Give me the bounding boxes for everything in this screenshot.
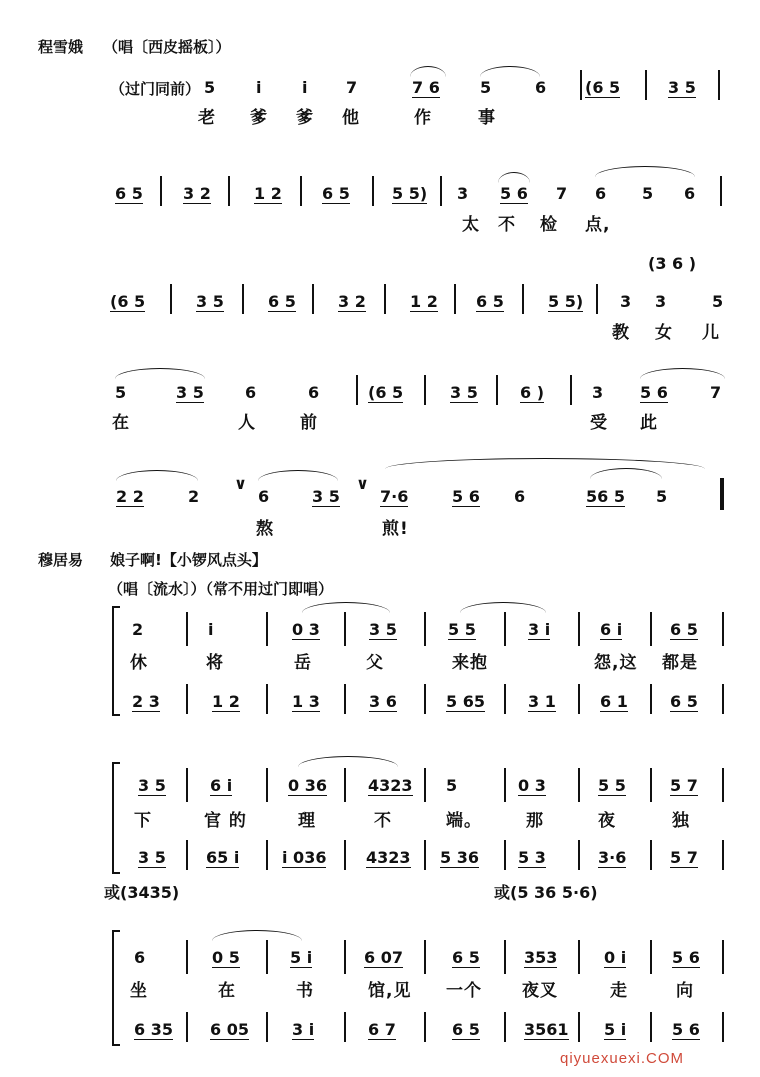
barline — [718, 70, 720, 100]
lyric: 休 — [130, 653, 148, 673]
lyric: 独 — [672, 811, 690, 831]
slur — [298, 756, 398, 767]
accompaniment-note: 3·6 — [598, 848, 627, 867]
note: i — [208, 620, 214, 639]
lyric: 他 — [342, 108, 360, 128]
note: i — [256, 78, 262, 97]
slur — [302, 602, 390, 613]
accompaniment-note: i 036 — [282, 848, 327, 867]
barline — [722, 612, 724, 646]
lyric: 此 — [640, 413, 658, 433]
note: 5 — [115, 383, 127, 402]
lyric: 教 — [612, 323, 630, 343]
lyric: 女 — [655, 323, 673, 343]
note: 3 i — [528, 620, 551, 639]
accompaniment-note: 3561 — [524, 1020, 569, 1039]
lyric: 父 — [366, 653, 384, 673]
barline — [266, 768, 268, 802]
barline — [650, 840, 652, 870]
barline — [454, 284, 456, 314]
barline — [170, 284, 172, 314]
lyric: 儿 — [702, 323, 720, 343]
barline — [300, 176, 302, 206]
barline — [504, 768, 506, 802]
note: 3 5 — [312, 487, 340, 506]
note: 5 — [656, 487, 668, 506]
slur — [116, 470, 198, 481]
slur — [480, 66, 540, 77]
note: 7 6 — [412, 78, 440, 97]
barline — [384, 284, 386, 314]
note: 5 — [204, 78, 216, 97]
barline — [578, 768, 580, 802]
barline — [720, 176, 722, 206]
lyric: 爹 — [296, 108, 314, 128]
slur — [498, 172, 530, 183]
system-bracket — [112, 606, 120, 716]
lyric: 馆,见 — [368, 981, 412, 1001]
accompaniment-note: 2 3 — [132, 692, 160, 711]
note: 3 2 — [338, 292, 366, 311]
lyric: 点, — [585, 215, 611, 235]
accompaniment-note: 5 65 — [446, 692, 485, 711]
note: 6 i — [210, 776, 233, 795]
lyric: 在 — [218, 981, 236, 1001]
barline — [344, 940, 346, 974]
lyric: 向 — [676, 981, 694, 1001]
note: 2 2 — [116, 487, 144, 506]
barline — [344, 684, 346, 714]
accompaniment-note: 3 6 — [369, 692, 397, 711]
barline — [312, 284, 314, 314]
barline — [424, 940, 426, 974]
accompaniment-note: 5 7 — [670, 848, 698, 867]
barline — [424, 375, 426, 405]
barline — [228, 176, 230, 206]
note: 7 — [710, 383, 722, 402]
lyric: 受 — [590, 413, 608, 433]
barline — [266, 940, 268, 974]
lyric: 一个 — [446, 981, 482, 1001]
slur — [385, 458, 705, 469]
intro-label: （过门同前） — [110, 80, 201, 98]
barline — [580, 70, 582, 100]
barline — [504, 1012, 506, 1042]
note: 2 — [132, 620, 144, 639]
note: 6 i — [600, 620, 623, 639]
barline — [424, 1012, 426, 1042]
role-name: 程雪娥 — [38, 38, 84, 56]
note: 1 2 — [254, 184, 282, 203]
lyric: 来抱 — [452, 653, 488, 673]
lyric: 岳 — [294, 653, 312, 673]
note: 5 — [642, 184, 654, 203]
lyric: 不 — [374, 811, 392, 831]
accompaniment-note: 6 35 — [134, 1020, 173, 1039]
note: 6 — [245, 383, 257, 402]
barline — [722, 940, 724, 974]
barline — [424, 840, 426, 870]
note: 5 5 — [448, 620, 476, 639]
barline — [344, 768, 346, 802]
barline — [160, 176, 162, 206]
lyric: 坐 — [130, 981, 148, 1001]
note: 7·6 — [380, 487, 409, 506]
note: 5 6 — [500, 184, 528, 203]
barline — [650, 684, 652, 714]
lyric: 太 — [462, 215, 480, 235]
barline — [424, 768, 426, 802]
aria-mode: （唱〔流水〕）（常不用过门即唱） — [108, 580, 334, 598]
note: 6 — [514, 487, 526, 506]
barline — [650, 940, 652, 974]
breath-mark: ∨ — [356, 474, 369, 493]
note: 3 — [592, 383, 604, 402]
note: 5 5) — [392, 184, 428, 203]
breath-mark: ∨ — [234, 474, 247, 493]
note: 5 7 — [670, 776, 698, 795]
note: (6 5 — [368, 383, 404, 402]
barline — [578, 1012, 580, 1042]
lyric: 事 — [478, 108, 496, 128]
barline — [496, 375, 498, 405]
barline — [722, 684, 724, 714]
barline — [440, 176, 442, 206]
note: 6 07 — [364, 948, 403, 967]
lyric: 走 — [610, 981, 628, 1001]
note: 7 — [556, 184, 568, 203]
lyric: 都是 — [662, 653, 698, 673]
barline — [578, 612, 580, 646]
note: 56 5 — [586, 487, 625, 506]
accompaniment-note: 3 1 — [528, 692, 556, 711]
barline — [266, 1012, 268, 1042]
note: 6 — [684, 184, 696, 203]
barline — [578, 684, 580, 714]
accompaniment-note: 6 5 — [670, 692, 698, 711]
barline — [372, 176, 374, 206]
alternative-note: 或(3435) — [104, 883, 180, 902]
barline — [650, 612, 652, 646]
accompaniment-note: 3 5 — [138, 848, 166, 867]
note: 6 5 — [476, 292, 504, 311]
site-watermark: qiyuexuexi.COM — [560, 1050, 685, 1067]
slur — [460, 602, 546, 613]
barline — [504, 840, 506, 870]
barline — [504, 612, 506, 646]
note: 0 3 — [518, 776, 546, 795]
lyric: 夜 — [598, 811, 616, 831]
barline — [522, 284, 524, 314]
note: 6 5 — [670, 620, 698, 639]
note: 5 i — [290, 948, 313, 967]
accompaniment-note: 5 6 — [672, 1020, 700, 1039]
note: 0 i — [604, 948, 627, 967]
note: 2 — [188, 487, 200, 506]
accompaniment-note: 6 7 — [368, 1020, 396, 1039]
lyric: 书 — [296, 981, 314, 1001]
lyric: 煎! — [382, 519, 409, 539]
accompaniment-note: 5 3 — [518, 848, 546, 867]
note: 5 — [446, 776, 458, 795]
note: 6 5 — [322, 184, 350, 203]
barline — [186, 940, 188, 974]
accompaniment-note: 5 i — [604, 1020, 627, 1039]
note: 6 — [308, 383, 320, 402]
barline — [186, 684, 188, 714]
barline — [722, 1012, 724, 1042]
accompaniment-note: 1 2 — [212, 692, 240, 711]
note: 5 — [712, 292, 724, 311]
note: 5 6 — [452, 487, 480, 506]
barline — [242, 284, 244, 314]
barline — [344, 612, 346, 646]
note: 6 — [134, 948, 146, 967]
barline — [356, 375, 358, 405]
slur — [590, 468, 662, 479]
note: 3 5 — [369, 620, 397, 639]
barline — [570, 375, 572, 405]
accompaniment-note: 6 5 — [452, 1020, 480, 1039]
accompaniment-note: 3 i — [292, 1020, 315, 1039]
note: 6 5 — [115, 184, 143, 203]
accompaniment-note: 65 i — [206, 848, 240, 867]
lyric: 在 — [112, 413, 130, 433]
barline — [578, 940, 580, 974]
lyric: 人 — [238, 413, 256, 433]
note: 6 — [595, 184, 607, 203]
barline — [596, 284, 598, 314]
note: i — [302, 78, 308, 97]
alternative-note: 或(5 36 5·6) — [494, 883, 598, 902]
note: 7 — [346, 78, 358, 97]
lyric: 老 — [198, 108, 216, 128]
barline — [266, 684, 268, 714]
aria-mode: （唱〔西皮摇板〕） — [103, 38, 231, 56]
role-name: 穆居易 — [38, 551, 84, 569]
speech-cue: 娘子啊!【小锣风点头】 — [110, 551, 267, 569]
system-bracket — [112, 930, 120, 1046]
barline — [722, 840, 724, 870]
note: 6 — [535, 78, 547, 97]
barline — [266, 840, 268, 870]
note: 5 6 — [640, 383, 668, 402]
note: 6 — [258, 487, 270, 506]
barline — [645, 70, 647, 100]
note: 3 5 — [176, 383, 204, 402]
final-barline — [720, 478, 724, 510]
note: 3 — [655, 292, 667, 311]
note: (6 5 — [585, 78, 621, 97]
lyric: 端。 — [446, 811, 482, 831]
barline — [186, 1012, 188, 1042]
note: 1 2 — [410, 292, 438, 311]
lyric: 夜叉 — [522, 981, 558, 1001]
barline — [504, 684, 506, 714]
note: 3 5 — [450, 383, 478, 402]
note: 0 3 — [292, 620, 320, 639]
accompaniment-note: 1 3 — [292, 692, 320, 711]
accompaniment-note: 4323 — [366, 848, 411, 867]
barline — [344, 840, 346, 870]
slur — [640, 368, 725, 379]
lyric: 爹 — [250, 108, 268, 128]
barline — [186, 612, 188, 646]
note: 5 5) — [548, 292, 584, 311]
lyric: 检 — [540, 215, 558, 235]
lyric: 下 — [134, 811, 152, 831]
lyric: 不 — [498, 215, 516, 235]
barline — [186, 840, 188, 870]
barline — [266, 612, 268, 646]
barline — [650, 768, 652, 802]
note: 5 — [480, 78, 492, 97]
lyric: 前 — [300, 413, 318, 433]
barline — [504, 940, 506, 974]
note: 3 5 — [668, 78, 696, 97]
note: 3 — [620, 292, 632, 311]
barline — [424, 612, 426, 646]
lyric: 熬 — [256, 519, 274, 539]
note: 4323 — [368, 776, 413, 795]
lyric: 将 — [206, 653, 224, 673]
barline — [344, 1012, 346, 1042]
barline — [722, 768, 724, 802]
note: 3 2 — [183, 184, 211, 203]
accompaniment-note: 6 1 — [600, 692, 628, 711]
note: 6 ) — [520, 383, 545, 402]
note: 0 36 — [288, 776, 327, 795]
note: 6 5 — [452, 948, 480, 967]
note: 353 — [524, 948, 558, 967]
slur — [258, 470, 338, 481]
slur — [410, 66, 446, 77]
lyric: 官 的 — [204, 811, 247, 831]
lyric: 怨,这 — [594, 653, 638, 673]
barline — [186, 768, 188, 802]
barline — [578, 840, 580, 870]
note: 3 — [457, 184, 469, 203]
note: (6 5 — [110, 292, 146, 311]
note: 6 5 — [268, 292, 296, 311]
slur — [115, 368, 205, 379]
lyric: 理 — [298, 811, 316, 831]
note: 3 5 — [196, 292, 224, 311]
note: 5 6 — [672, 948, 700, 967]
slur — [212, 930, 302, 941]
accompaniment-note: 6 05 — [210, 1020, 249, 1039]
alt-notes: (3 6 ) — [648, 254, 697, 273]
note: 5 5 — [598, 776, 626, 795]
system-bracket — [112, 762, 120, 874]
note: 3 5 — [138, 776, 166, 795]
accompaniment-note: 5 36 — [440, 848, 479, 867]
lyric: 作 — [414, 108, 432, 128]
note: 0 5 — [212, 948, 240, 967]
lyric: 那 — [526, 811, 544, 831]
barline — [424, 684, 426, 714]
barline — [650, 1012, 652, 1042]
slur — [595, 166, 695, 177]
